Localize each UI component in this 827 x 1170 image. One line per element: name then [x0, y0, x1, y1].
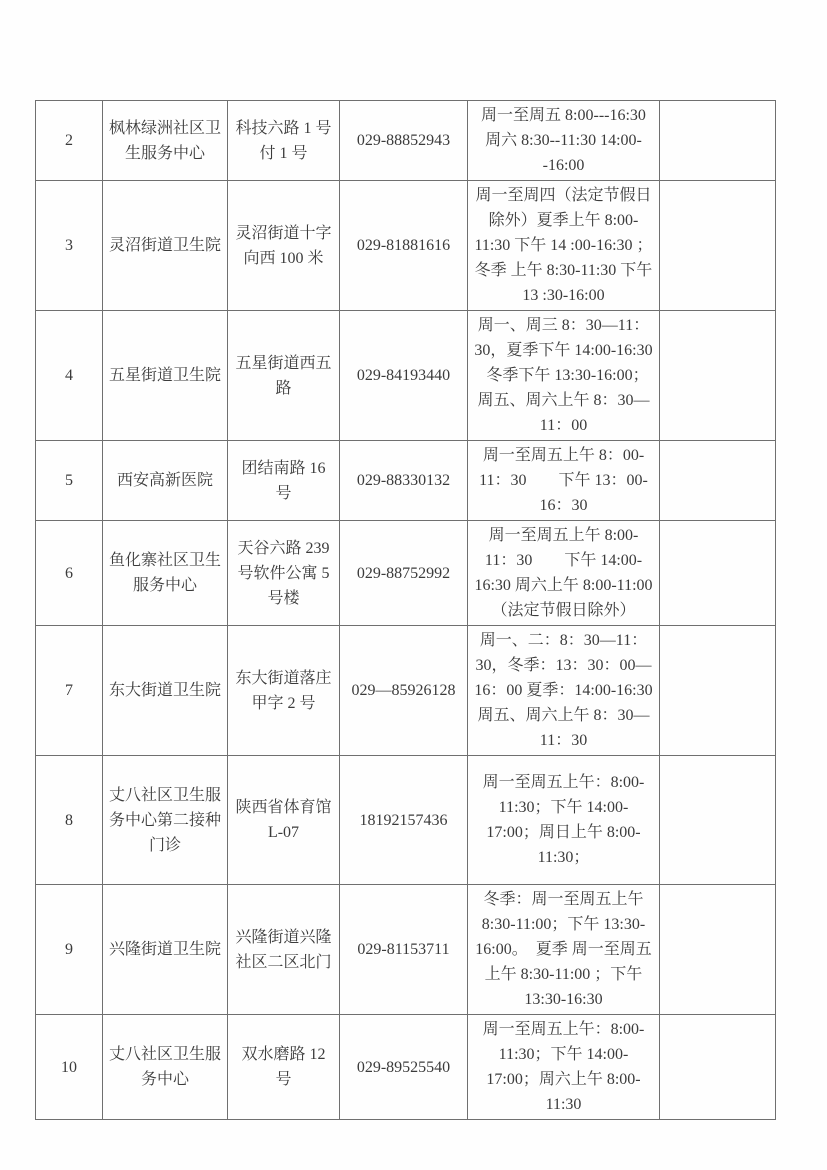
- address-cell: 陕西省体育馆 L-07: [228, 756, 340, 885]
- address-cell: 双水磨路 12 号: [228, 1015, 340, 1120]
- hours-cell: 周一至周五 8:00---16:30 周六 8:30--11:30 14:00--16:00: [468, 101, 660, 181]
- facility-name-cell: 鱼化寨社区卫生服务中心: [103, 521, 228, 626]
- phone-cell: 029-89525540: [340, 1015, 468, 1120]
- address-cell: 东大街道落庄甲字 2 号: [228, 626, 340, 756]
- facility-name-cell: 丈八社区卫生服务中心: [103, 1015, 228, 1120]
- address-cell: 灵沼街道十字向西 100 米: [228, 181, 340, 311]
- table-row: [36, 311, 776, 441]
- table-row: [36, 626, 776, 756]
- facility-name-cell: 五星街道卫生院: [103, 311, 228, 441]
- row-number-cell: 4: [36, 311, 103, 441]
- notes-cell: [660, 521, 776, 626]
- table-row: [36, 521, 776, 626]
- table-row: [36, 181, 776, 311]
- notes-cell: [660, 885, 776, 1015]
- table-row: [36, 1015, 776, 1120]
- hours-cell: 周一至周四（法定节假日除外）夏季上午 8:00-11:30 下午 14 :00-16:30 ；冬季 上午 8:30-11:30 下午 13 :30-16:00: [468, 181, 660, 311]
- phone-cell: 029-81881616: [340, 181, 468, 311]
- facility-name-cell: 西安高新医院: [103, 441, 228, 521]
- table-row: [36, 441, 776, 521]
- facility-name-cell: 兴隆街道卫生院: [103, 885, 228, 1015]
- address-cell: 兴隆街道兴隆社区二区北门: [228, 885, 340, 1015]
- facility-name-cell: 灵沼街道卫生院: [103, 181, 228, 311]
- table-row: [36, 885, 776, 1015]
- address-cell: 天谷六路 239 号软件公寓 5 号楼: [228, 521, 340, 626]
- hours-cell: 周一、周三 8：30—11：30，夏季下午 14:00-16:30 冬季下午 13:30-16:00； 周五、周六上午 8：30—11：00: [468, 311, 660, 441]
- facility-name-cell: 丈八社区卫生服务中心第二接种门诊: [103, 756, 228, 885]
- row-number-cell: 3: [36, 181, 103, 311]
- phone-cell: 029—85926128: [340, 626, 468, 756]
- phone-cell: 029-88752992: [340, 521, 468, 626]
- address-cell: 团结南路 16 号: [228, 441, 340, 521]
- notes-cell: [660, 101, 776, 181]
- hours-cell: 周一、二：8：30—11：30，冬季：13：30：00—16：00 夏季：14:00-16:30 周五、周六上午 8：30—11：30: [468, 626, 660, 756]
- hours-cell: 冬季：周一至周五上午 8:30-11:00；下午 13:30-16:00。 夏季 周一至周五上午 8:30-11:00 ；下午 13:30-16:30: [468, 885, 660, 1015]
- phone-cell: 029-81153711: [340, 885, 468, 1015]
- table-row: [36, 101, 776, 181]
- hours-cell: 周一至周五上午 8：00-11：30 下午 13：00-16：30: [468, 441, 660, 521]
- phone-cell: 029-88330132: [340, 441, 468, 521]
- notes-cell: [660, 626, 776, 756]
- notes-cell: [660, 311, 776, 441]
- row-number-cell: 9: [36, 885, 103, 1015]
- row-number-cell: 7: [36, 626, 103, 756]
- phone-cell: 18192157436: [340, 756, 468, 885]
- address-cell: 五星街道西五路: [228, 311, 340, 441]
- hours-cell: 周一至周五上午 8:00-11：30 下午 14:00-16:30 周六上午 8:00-11:00（法定节假日除外）: [468, 521, 660, 626]
- hours-cell: 周一至周五上午：8:00-11:30；下午 14:00-17:00；周六上午 8:00-11:30: [468, 1015, 660, 1120]
- table-row: [36, 756, 776, 885]
- row-number-cell: 2: [36, 101, 103, 181]
- row-number-cell: 5: [36, 441, 103, 521]
- notes-cell: [660, 1015, 776, 1120]
- health-centers-table: [35, 100, 776, 1120]
- facility-name-cell: 枫林绿洲社区卫生服务中心: [103, 101, 228, 181]
- phone-cell: 029-84193440: [340, 311, 468, 441]
- notes-cell: [660, 181, 776, 311]
- row-number-cell: 8: [36, 756, 103, 885]
- row-number-cell: 10: [36, 1015, 103, 1120]
- phone-cell: 029-88852943: [340, 101, 468, 181]
- facility-name-cell: 东大街道卫生院: [103, 626, 228, 756]
- notes-cell: [660, 441, 776, 521]
- hours-cell: 周一至周五上午：8:00-11:30；下午 14:00-17:00；周日上午 8:00-11:30；: [468, 756, 660, 885]
- notes-cell: [660, 756, 776, 885]
- row-number-cell: 6: [36, 521, 103, 626]
- address-cell: 科技六路 1 号付 1 号: [228, 101, 340, 181]
